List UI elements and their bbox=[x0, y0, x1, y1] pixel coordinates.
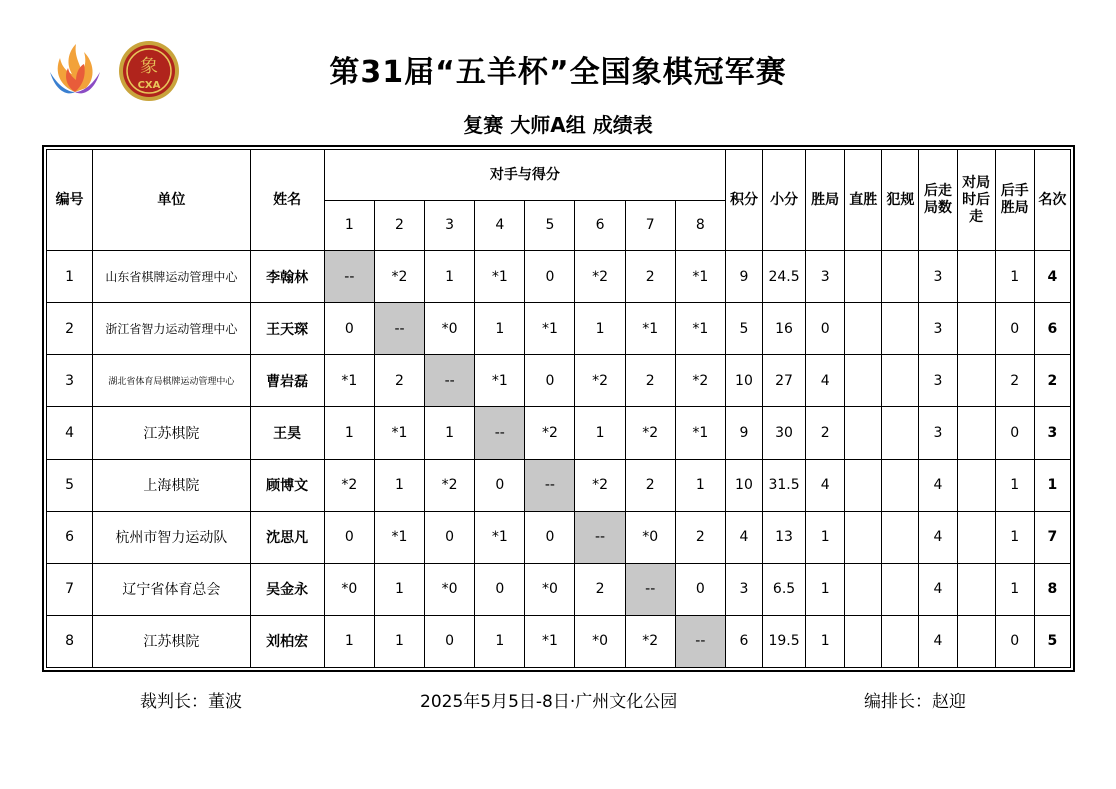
cell-score: 1 bbox=[575, 303, 625, 355]
header-opponent-8: 8 bbox=[675, 201, 725, 251]
cell-points: 9 bbox=[725, 407, 762, 459]
cell-second-games: 3 bbox=[919, 407, 957, 459]
page-subtitle: 复赛 大师A组 成绩表 bbox=[463, 113, 653, 137]
cell-foul bbox=[882, 251, 919, 303]
cell-wins: 4 bbox=[806, 459, 845, 511]
header-opponents: 对手与得分 bbox=[324, 150, 725, 201]
cell-second-wins: 1 bbox=[995, 563, 1034, 615]
cell-sub: 13 bbox=[763, 511, 806, 563]
cell-no: 2 bbox=[47, 303, 93, 355]
cell-timed-second bbox=[957, 511, 995, 563]
cxa-logo-text: CXA bbox=[137, 80, 161, 91]
cell-points: 9 bbox=[725, 251, 762, 303]
cell-timed-second bbox=[957, 459, 995, 511]
cell-second-wins: 1 bbox=[995, 511, 1034, 563]
cell-unit: 江苏棋院 bbox=[93, 615, 250, 667]
cell-second-games: 4 bbox=[919, 563, 957, 615]
cell-score: *1 bbox=[675, 251, 725, 303]
cell-no: 7 bbox=[47, 563, 93, 615]
cell-score: 2 bbox=[625, 251, 675, 303]
cell-score: *1 bbox=[475, 251, 525, 303]
cell-score: *1 bbox=[625, 303, 675, 355]
cell-points: 6 bbox=[725, 615, 762, 667]
cell-score: *1 bbox=[475, 355, 525, 407]
cell-score: *0 bbox=[625, 511, 675, 563]
header-opponent-1: 1 bbox=[324, 201, 374, 251]
cell-score: 1 bbox=[374, 615, 424, 667]
cell-second-wins: 2 bbox=[995, 355, 1034, 407]
cell-second-wins: 0 bbox=[995, 407, 1034, 459]
cell-name: 吴金永 bbox=[250, 563, 324, 615]
cell-score: -- bbox=[525, 459, 575, 511]
header-opponent-6: 6 bbox=[575, 201, 625, 251]
cell-score: -- bbox=[425, 355, 475, 407]
cell-score: *2 bbox=[425, 459, 475, 511]
cell-unit: 山东省棋牌运动管理中心 bbox=[93, 251, 250, 303]
cell-rank: 6 bbox=[1034, 303, 1070, 355]
cell-no: 4 bbox=[47, 407, 93, 459]
header-timed-second: 对局时后走 bbox=[957, 150, 995, 251]
cell-wins: 1 bbox=[806, 563, 845, 615]
cell-sub: 19.5 bbox=[763, 615, 806, 667]
cell-second-games: 4 bbox=[919, 459, 957, 511]
cell-second-games: 3 bbox=[919, 251, 957, 303]
cell-score: 1 bbox=[575, 407, 625, 459]
results-table-frame bbox=[42, 145, 1075, 672]
table-row bbox=[47, 303, 1071, 355]
cell-sub: 6.5 bbox=[763, 563, 806, 615]
cell-score: 0 bbox=[324, 511, 374, 563]
cell-score: 2 bbox=[374, 355, 424, 407]
cell-score: *2 bbox=[575, 355, 625, 407]
cell-direct bbox=[845, 563, 882, 615]
cell-name: 李翰林 bbox=[250, 251, 324, 303]
cell-direct bbox=[845, 407, 882, 459]
cell-score: 1 bbox=[475, 615, 525, 667]
cell-score: 0 bbox=[475, 563, 525, 615]
cell-second-games: 4 bbox=[919, 615, 957, 667]
cell-score: 0 bbox=[475, 459, 525, 511]
cell-points: 5 bbox=[725, 303, 762, 355]
footer-date-venue: 2025年5月5日-8日·广州文化公园 bbox=[420, 692, 678, 712]
cell-score: 2 bbox=[625, 355, 675, 407]
cell-direct bbox=[845, 355, 882, 407]
cell-no: 1 bbox=[47, 251, 93, 303]
cell-no: 5 bbox=[47, 459, 93, 511]
header-no: 编号 bbox=[47, 150, 93, 251]
header-wins: 胜局 bbox=[806, 150, 845, 251]
cell-score: 0 bbox=[425, 615, 475, 667]
header-points: 积分 bbox=[725, 150, 762, 251]
header-opponent-2: 2 bbox=[374, 201, 424, 251]
cell-foul bbox=[882, 303, 919, 355]
cell-foul bbox=[882, 615, 919, 667]
cell-score: 1 bbox=[324, 615, 374, 667]
cell-score: *2 bbox=[575, 459, 625, 511]
cell-rank: 5 bbox=[1034, 615, 1070, 667]
cell-score: 1 bbox=[324, 407, 374, 459]
header-second-games: 后走局数 bbox=[919, 150, 957, 251]
cell-score: 1 bbox=[425, 407, 475, 459]
cell-second-wins: 1 bbox=[995, 459, 1034, 511]
cell-score: *2 bbox=[675, 355, 725, 407]
table-row bbox=[47, 407, 1071, 459]
cell-foul bbox=[882, 407, 919, 459]
cell-direct bbox=[845, 615, 882, 667]
cell-rank: 7 bbox=[1034, 511, 1070, 563]
cell-timed-second bbox=[957, 303, 995, 355]
cell-foul bbox=[882, 511, 919, 563]
table-row bbox=[47, 355, 1071, 407]
cell-foul bbox=[882, 459, 919, 511]
results-table bbox=[46, 149, 1071, 668]
cell-sub: 16 bbox=[763, 303, 806, 355]
cell-score: *1 bbox=[675, 303, 725, 355]
cell-foul bbox=[882, 563, 919, 615]
table-row bbox=[47, 563, 1071, 615]
cell-points: 10 bbox=[725, 355, 762, 407]
cell-wins: 2 bbox=[806, 407, 845, 459]
header-opponent-3: 3 bbox=[425, 201, 475, 251]
cell-points: 3 bbox=[725, 563, 762, 615]
cell-score: -- bbox=[575, 511, 625, 563]
cell-unit: 湖北省体育局棋牌运动管理中心 bbox=[93, 355, 250, 407]
cell-score: *0 bbox=[425, 563, 475, 615]
table-row bbox=[47, 251, 1071, 303]
cell-unit: 江苏棋院 bbox=[93, 407, 250, 459]
cell-sub: 27 bbox=[763, 355, 806, 407]
cell-timed-second bbox=[957, 563, 995, 615]
cell-sub: 24.5 bbox=[763, 251, 806, 303]
header-unit: 单位 bbox=[93, 150, 250, 251]
cell-score: -- bbox=[475, 407, 525, 459]
cell-timed-second bbox=[957, 615, 995, 667]
cell-name: 刘柏宏 bbox=[250, 615, 324, 667]
cell-points: 4 bbox=[725, 511, 762, 563]
cell-direct bbox=[845, 459, 882, 511]
cell-second-wins: 1 bbox=[995, 251, 1034, 303]
cell-score: *0 bbox=[425, 303, 475, 355]
cell-name: 曹岩磊 bbox=[250, 355, 324, 407]
cell-score: 1 bbox=[425, 251, 475, 303]
cell-score: *2 bbox=[575, 251, 625, 303]
cell-score: 1 bbox=[475, 303, 525, 355]
cell-unit: 杭州市智力运动队 bbox=[93, 511, 250, 563]
cell-rank: 3 bbox=[1034, 407, 1070, 459]
cell-score: 0 bbox=[525, 355, 575, 407]
cell-wins: 1 bbox=[806, 615, 845, 667]
cell-score: -- bbox=[374, 303, 424, 355]
cell-score: *1 bbox=[525, 303, 575, 355]
table-row bbox=[47, 459, 1071, 511]
cell-direct bbox=[845, 303, 882, 355]
table-row bbox=[47, 615, 1071, 667]
cell-score: 2 bbox=[675, 511, 725, 563]
cell-timed-second bbox=[957, 407, 995, 459]
cell-sub: 31.5 bbox=[763, 459, 806, 511]
header-sub: 小分 bbox=[763, 150, 806, 251]
header-name: 姓名 bbox=[250, 150, 324, 251]
cell-foul bbox=[882, 355, 919, 407]
cell-rank: 8 bbox=[1034, 563, 1070, 615]
cell-score: *1 bbox=[374, 407, 424, 459]
cell-no: 8 bbox=[47, 615, 93, 667]
header-rank: 名次 bbox=[1034, 150, 1070, 251]
header-opponent-7: 7 bbox=[625, 201, 675, 251]
cell-second-wins: 0 bbox=[995, 303, 1034, 355]
cell-second-wins: 0 bbox=[995, 615, 1034, 667]
cell-score: *1 bbox=[675, 407, 725, 459]
footer-arranger: 编排长：赵迎 bbox=[864, 692, 966, 712]
cell-no: 3 bbox=[47, 355, 93, 407]
cell-score: *2 bbox=[625, 407, 675, 459]
cell-score: 0 bbox=[425, 511, 475, 563]
cell-score: 2 bbox=[575, 563, 625, 615]
cxa-logo-char: 象 bbox=[140, 56, 158, 77]
cell-direct bbox=[845, 251, 882, 303]
cell-name: 王天琛 bbox=[250, 303, 324, 355]
cell-score: -- bbox=[324, 251, 374, 303]
cell-wins: 0 bbox=[806, 303, 845, 355]
cell-score: *2 bbox=[525, 407, 575, 459]
cell-score: 1 bbox=[374, 459, 424, 511]
cell-score: *0 bbox=[525, 563, 575, 615]
header-second-wins: 后手胜局 bbox=[995, 150, 1034, 251]
cell-score: 1 bbox=[374, 563, 424, 615]
cell-wins: 3 bbox=[806, 251, 845, 303]
cell-name: 顾博文 bbox=[250, 459, 324, 511]
cell-sub: 30 bbox=[763, 407, 806, 459]
cell-no: 6 bbox=[47, 511, 93, 563]
cell-score: -- bbox=[675, 615, 725, 667]
cell-score: 0 bbox=[675, 563, 725, 615]
header-opponent-4: 4 bbox=[475, 201, 525, 251]
cell-score: 0 bbox=[525, 251, 575, 303]
cell-name: 沈思凡 bbox=[250, 511, 324, 563]
cell-score: -- bbox=[625, 563, 675, 615]
header-foul: 犯规 bbox=[882, 150, 919, 251]
cell-score: *1 bbox=[374, 511, 424, 563]
cell-direct bbox=[845, 511, 882, 563]
cell-score: 0 bbox=[324, 303, 374, 355]
cell-timed-second bbox=[957, 355, 995, 407]
cell-score: *1 bbox=[324, 355, 374, 407]
cell-score: 2 bbox=[625, 459, 675, 511]
cell-rank: 2 bbox=[1034, 355, 1070, 407]
cell-score: *0 bbox=[575, 615, 625, 667]
cell-unit: 上海棋院 bbox=[93, 459, 250, 511]
cell-score: *2 bbox=[374, 251, 424, 303]
cell-second-games: 4 bbox=[919, 511, 957, 563]
header-opponent-5: 5 bbox=[525, 201, 575, 251]
cell-score: 0 bbox=[525, 511, 575, 563]
cell-unit: 浙江省智力运动管理中心 bbox=[93, 303, 250, 355]
cell-score: *1 bbox=[525, 615, 575, 667]
footer-referee: 裁判长：董波 bbox=[140, 692, 242, 712]
cell-score: 1 bbox=[675, 459, 725, 511]
cell-unit: 辽宁省体育总会 bbox=[93, 563, 250, 615]
table-row bbox=[47, 511, 1071, 563]
cell-name: 王昊 bbox=[250, 407, 324, 459]
page-title: 第31届“五羊杯”全国象棋冠军赛 bbox=[329, 55, 787, 90]
cell-timed-second bbox=[957, 251, 995, 303]
header-direct: 直胜 bbox=[845, 150, 882, 251]
cell-score: *2 bbox=[324, 459, 374, 511]
cell-rank: 4 bbox=[1034, 251, 1070, 303]
cell-score: *1 bbox=[475, 511, 525, 563]
cell-score: *2 bbox=[625, 615, 675, 667]
cell-score: *0 bbox=[324, 563, 374, 615]
cell-wins: 4 bbox=[806, 355, 845, 407]
cell-wins: 1 bbox=[806, 511, 845, 563]
cell-points: 10 bbox=[725, 459, 762, 511]
cell-second-games: 3 bbox=[919, 303, 957, 355]
cell-rank: 1 bbox=[1034, 459, 1070, 511]
cell-second-games: 3 bbox=[919, 355, 957, 407]
